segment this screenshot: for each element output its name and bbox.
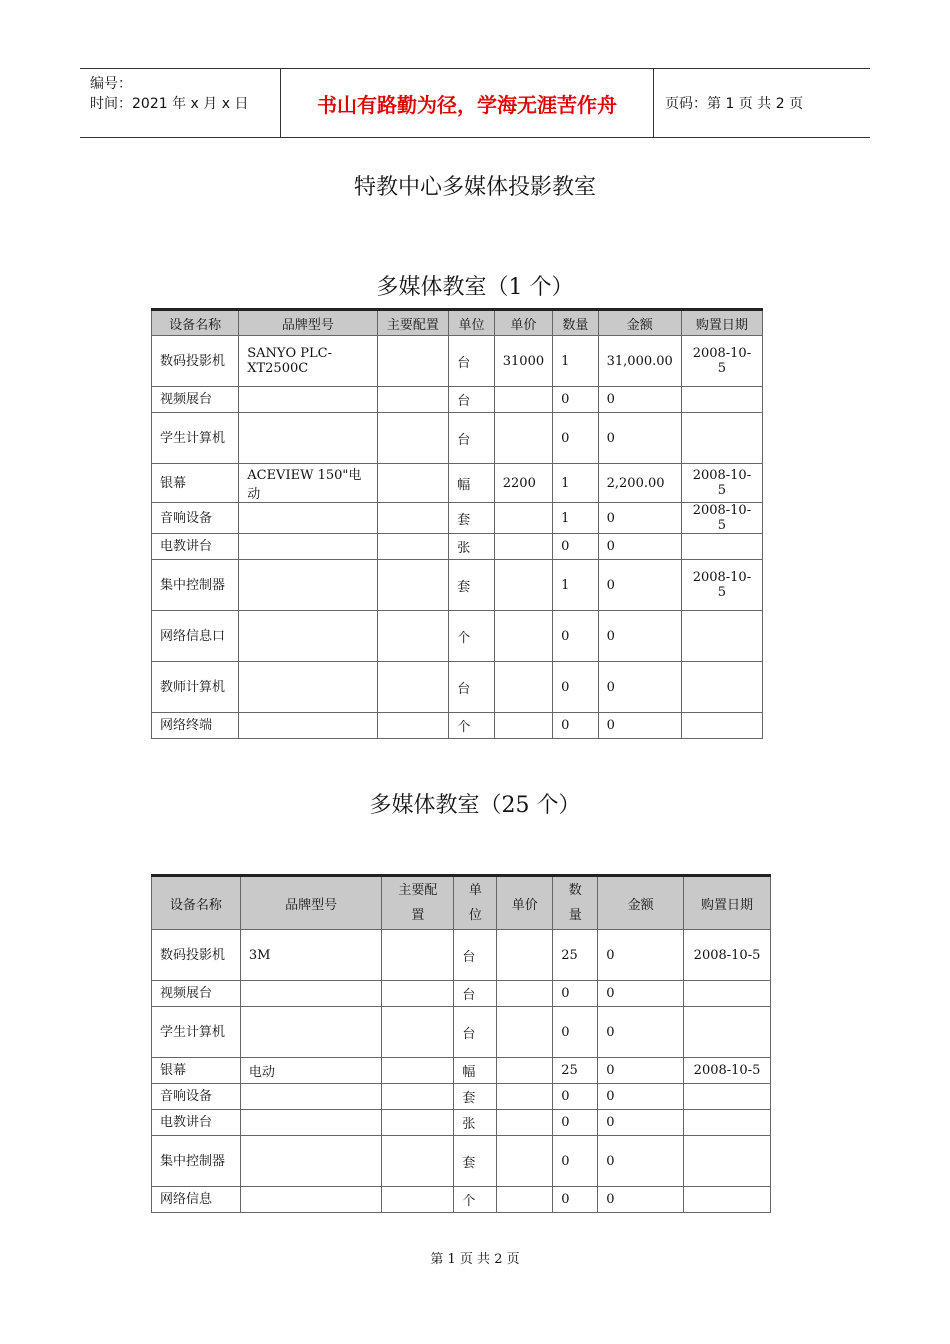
cell-config	[382, 1187, 454, 1213]
cell-config	[382, 930, 454, 981]
column-header: 单位	[449, 310, 495, 336]
cell-date	[681, 387, 762, 413]
cell-amount: 2,200.00	[598, 464, 681, 503]
cell-qty: 0	[553, 387, 599, 413]
cell-model: ACEVIEW 150"电动	[239, 464, 377, 503]
cell-model	[239, 662, 377, 713]
cell-qty: 0	[553, 1110, 598, 1136]
cell-price	[494, 387, 552, 413]
cell-qty: 1	[553, 464, 599, 503]
table-row	[152, 981, 771, 1007]
cell-price	[494, 611, 552, 662]
equipment-table-1	[151, 308, 763, 739]
cell-amount: 0	[598, 413, 681, 464]
cell-qty: 0	[553, 713, 599, 739]
cell-model	[240, 1187, 382, 1213]
cell-price	[497, 1110, 553, 1136]
table-header-row	[152, 310, 763, 336]
cell-date: 2008-10-5	[681, 464, 762, 503]
cell-qty: 0	[553, 1187, 598, 1213]
cell-price	[494, 503, 552, 534]
column-header: 单位	[454, 876, 497, 930]
page-footer: 第 1 页 共 2 页	[430, 1252, 520, 1267]
cell-model: 电动	[240, 1058, 382, 1084]
cell-config	[382, 1058, 454, 1084]
cell-name: 教师计算机	[152, 662, 239, 713]
cell-unit: 幅	[449, 464, 495, 503]
cell-amount: 0	[598, 1058, 684, 1084]
column-header: 设备名称	[152, 310, 239, 336]
cell-date	[684, 1187, 771, 1213]
cell-unit: 台	[449, 662, 495, 713]
cell-model	[239, 560, 377, 611]
cell-name: 音响设备	[152, 1084, 241, 1110]
column-header: 数量	[553, 876, 598, 930]
table-row	[152, 336, 763, 387]
cell-model	[240, 1110, 382, 1136]
cell-name: 网络终端	[152, 713, 239, 739]
table-row	[152, 560, 763, 611]
header-meta	[80, 69, 281, 137]
cell-unit: 个	[449, 611, 495, 662]
cell-qty: 1	[553, 503, 599, 534]
column-header: 数量	[553, 310, 599, 336]
cell-name: 音响设备	[152, 503, 239, 534]
cell-price	[494, 534, 552, 560]
column-header: 设备名称	[152, 876, 241, 930]
cell-price	[497, 1007, 553, 1058]
cell-amount: 0	[598, 981, 684, 1007]
cell-config	[377, 413, 449, 464]
cell-qty: 0	[553, 1007, 598, 1058]
table-row	[152, 611, 763, 662]
cell-qty: 1	[553, 560, 599, 611]
cell-name: 视频展台	[152, 387, 239, 413]
cell-config	[382, 1110, 454, 1136]
cell-model	[240, 981, 382, 1007]
cell-date: 2008-10-5	[681, 336, 762, 387]
cell-config	[377, 503, 449, 534]
cell-config	[377, 534, 449, 560]
cell-amount: 31,000.00	[598, 336, 681, 387]
section2-title: 多媒体教室（25 个）	[369, 793, 581, 818]
cell-unit: 台	[454, 930, 497, 981]
cell-price	[497, 1136, 553, 1187]
cell-unit: 台	[449, 336, 495, 387]
cell-date: 2008-10-5	[684, 930, 771, 981]
column-header: 购置日期	[684, 876, 771, 930]
cell-qty: 0	[553, 1136, 598, 1187]
cell-amount: 0	[598, 1084, 684, 1110]
number-label: 编号：	[90, 76, 132, 92]
cell-model	[239, 387, 377, 413]
table-row	[152, 1110, 771, 1136]
cell-unit: 套	[449, 503, 495, 534]
cell-config	[377, 560, 449, 611]
column-header: 金额	[598, 876, 684, 930]
cell-qty: 1	[553, 336, 599, 387]
cell-date: 2008-10-5	[684, 1058, 771, 1084]
cell-name: 电教讲台	[152, 534, 239, 560]
cell-unit: 个	[449, 713, 495, 739]
cell-unit: 台	[449, 387, 495, 413]
cell-qty: 0	[553, 981, 598, 1007]
table-row	[152, 534, 763, 560]
cell-amount: 0	[598, 1110, 684, 1136]
cell-amount: 0	[598, 1187, 684, 1213]
cell-price	[494, 560, 552, 611]
cell-price	[494, 413, 552, 464]
table-row	[152, 930, 771, 981]
cell-name: 集中控制器	[152, 560, 239, 611]
table-row	[152, 503, 763, 534]
column-header: 金额	[598, 310, 681, 336]
cell-model	[240, 1136, 382, 1187]
cell-date	[681, 611, 762, 662]
cell-qty: 25	[553, 1058, 598, 1084]
cell-model	[239, 534, 377, 560]
cell-config	[377, 387, 449, 413]
cell-model	[239, 611, 377, 662]
cell-config	[382, 1084, 454, 1110]
cell-name: 学生计算机	[152, 413, 239, 464]
column-header: 单价	[494, 310, 552, 336]
cell-name: 电教讲台	[152, 1110, 241, 1136]
cell-price	[497, 1187, 553, 1213]
cell-qty: 0	[553, 534, 599, 560]
equipment-table-2	[151, 874, 771, 1213]
column-header: 主要配置	[382, 876, 454, 930]
doc-title: 特教中心多媒体投影教室	[353, 175, 596, 200]
cell-config	[377, 611, 449, 662]
cell-unit: 套	[454, 1136, 497, 1187]
cell-date	[681, 713, 762, 739]
cell-name: 数码投影机	[152, 930, 241, 981]
column-header: 购置日期	[681, 310, 762, 336]
cell-unit: 个	[454, 1187, 497, 1213]
table-row	[152, 713, 763, 739]
section1-title: 多媒体教室（1 个）	[376, 275, 574, 300]
cell-price: 31000	[494, 336, 552, 387]
cell-model: 3M	[240, 930, 382, 981]
cell-amount: 0	[598, 503, 681, 534]
cell-name: 数码投影机	[152, 336, 239, 387]
cell-config	[377, 336, 449, 387]
cell-name: 视频展台	[152, 981, 241, 1007]
table-row	[152, 1187, 771, 1213]
cell-name: 学生计算机	[152, 1007, 241, 1058]
cell-qty: 0	[553, 611, 599, 662]
cell-unit: 套	[449, 560, 495, 611]
cell-name: 网络信息口	[152, 611, 239, 662]
cell-amount: 0	[598, 534, 681, 560]
cell-name: 网络信息	[152, 1187, 241, 1213]
cell-date	[681, 413, 762, 464]
table-row	[152, 1058, 771, 1084]
table-header-row	[152, 876, 771, 930]
column-header: 品牌型号	[239, 310, 377, 336]
cell-unit: 幅	[454, 1058, 497, 1084]
header-motto: 书山有路勤为径，学海无涯苦作舟	[281, 69, 654, 137]
cell-amount: 0	[598, 387, 681, 413]
cell-model: SANYO PLC-XT2500C	[239, 336, 377, 387]
table-row	[152, 387, 763, 413]
cell-price	[497, 981, 553, 1007]
cell-qty: 0	[553, 413, 599, 464]
cell-amount: 0	[598, 662, 681, 713]
cell-amount: 0	[598, 1136, 684, 1187]
cell-model	[240, 1007, 382, 1058]
cell-name: 银幕	[152, 1058, 241, 1084]
cell-amount: 0	[598, 713, 681, 739]
cell-date	[681, 534, 762, 560]
cell-unit: 张	[454, 1110, 497, 1136]
page-header	[80, 68, 870, 138]
cell-name: 银幕	[152, 464, 239, 503]
column-header: 品牌型号	[240, 876, 382, 930]
cell-date	[681, 662, 762, 713]
cell-config	[377, 662, 449, 713]
column-header: 主要配置	[377, 310, 449, 336]
cell-config	[382, 1136, 454, 1187]
cell-qty: 0	[553, 1084, 598, 1110]
cell-price	[497, 1084, 553, 1110]
cell-unit: 台	[454, 981, 497, 1007]
cell-date: 2008-10-5	[681, 503, 762, 534]
cell-config	[382, 1007, 454, 1058]
cell-date: 2008-10-5	[681, 560, 762, 611]
cell-qty: 25	[553, 930, 598, 981]
cell-config	[377, 464, 449, 503]
cell-amount: 0	[598, 930, 684, 981]
cell-price	[497, 930, 553, 981]
cell-model	[239, 713, 377, 739]
cell-amount: 0	[598, 560, 681, 611]
cell-price	[494, 713, 552, 739]
cell-unit: 台	[449, 413, 495, 464]
cell-qty: 0	[553, 662, 599, 713]
cell-price: 2200	[494, 464, 552, 503]
cell-price	[497, 1058, 553, 1084]
cell-model	[240, 1084, 382, 1110]
cell-unit: 台	[454, 1007, 497, 1058]
table-row	[152, 1084, 771, 1110]
cell-amount: 0	[598, 1007, 684, 1058]
table-row	[152, 662, 763, 713]
table-row	[152, 1136, 771, 1187]
cell-date	[684, 1084, 771, 1110]
cell-date	[684, 981, 771, 1007]
cell-unit: 套	[454, 1084, 497, 1110]
cell-config	[377, 713, 449, 739]
cell-unit: 张	[449, 534, 495, 560]
cell-name: 集中控制器	[152, 1136, 241, 1187]
cell-model	[239, 503, 377, 534]
table-row	[152, 1007, 771, 1058]
cell-date	[684, 1007, 771, 1058]
table-row	[152, 464, 763, 503]
cell-date	[684, 1136, 771, 1187]
table-row	[152, 413, 763, 464]
time-label: 时间：2021 年 x 月 x 日	[90, 96, 249, 112]
cell-config	[382, 981, 454, 1007]
cell-date	[684, 1110, 771, 1136]
cell-price	[494, 662, 552, 713]
header-page-info: 页码：第 1 页 共 2 页	[665, 96, 804, 112]
column-header: 单价	[497, 876, 553, 930]
cell-model	[239, 413, 377, 464]
cell-amount: 0	[598, 611, 681, 662]
